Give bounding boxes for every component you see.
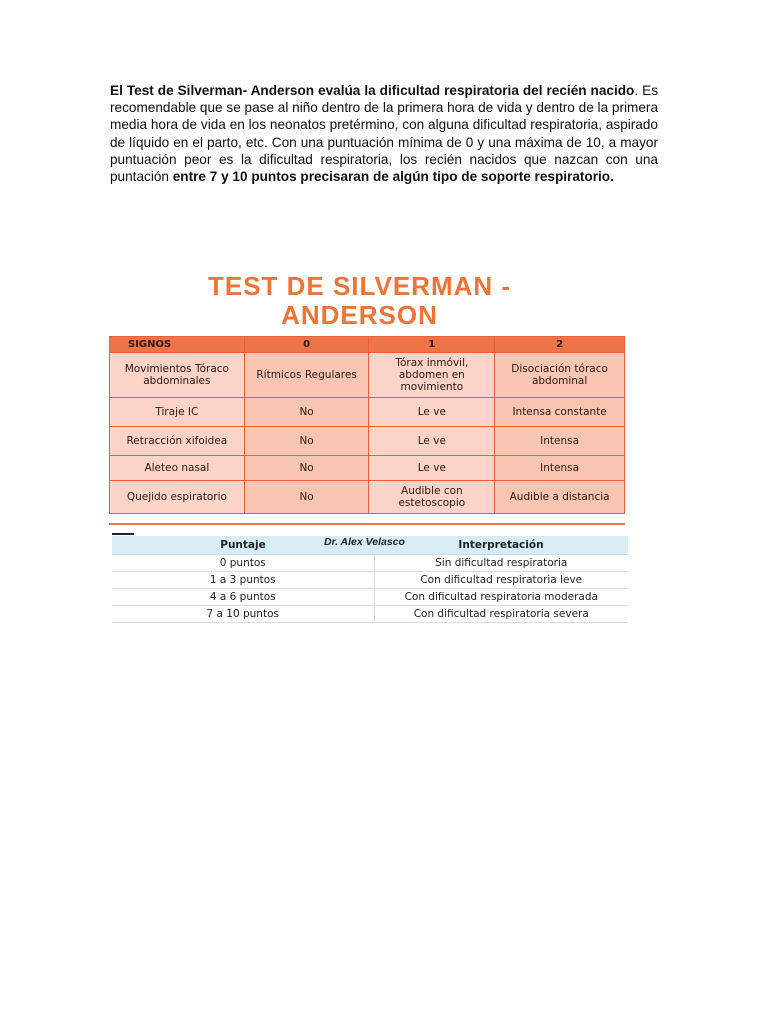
interpretation-cell: 0 puntos bbox=[112, 555, 374, 572]
silverman-cell: Intensa bbox=[495, 456, 625, 481]
silverman-title bbox=[93, 272, 626, 330]
interpretation-row bbox=[112, 572, 628, 589]
silverman-row bbox=[110, 481, 625, 514]
silverman-cell: No bbox=[244, 398, 369, 427]
silverman-cell: Rítmicos Regulares bbox=[244, 353, 369, 398]
silverman-title-line2: ANDERSON bbox=[281, 300, 438, 330]
figure-edge-mark bbox=[112, 533, 134, 535]
silverman-cell: Intensa bbox=[495, 427, 625, 456]
silverman-cell: Disociación tóraco abdominal bbox=[495, 353, 625, 398]
interpretation-cell: 7 a 10 puntos bbox=[112, 606, 374, 623]
interpretation-cell: Sin dificultad respiratoria bbox=[374, 555, 628, 572]
interpretation-cell: 1 a 3 puntos bbox=[112, 572, 374, 589]
intro-bold-lead: El Test de Silverman- Anderson evalúa la dificultad respiratoria del recién nacido bbox=[110, 83, 635, 98]
silverman-cell: No bbox=[244, 456, 369, 481]
silverman-header-2: 2 bbox=[495, 337, 625, 353]
silverman-row bbox=[110, 353, 625, 398]
interpretation-header-puntaje: Puntaje bbox=[112, 536, 374, 555]
interpretation-row bbox=[112, 606, 628, 623]
silverman-header-row bbox=[110, 337, 625, 353]
silverman-cell: Movimientos Tóraco abdominales bbox=[110, 353, 245, 398]
silverman-cell: Aleteo nasal bbox=[110, 456, 245, 481]
silverman-cell: Audible a distancia bbox=[495, 481, 625, 514]
interpretation-cell: Con dificultad respiratoria severa bbox=[374, 606, 628, 623]
silverman-test-figure bbox=[109, 272, 626, 524]
author-credit: Dr. Alex Velasco bbox=[324, 536, 405, 548]
intro-bold-conclusion: entre 7 y 10 puntos precisaran de algún tipo de soporte respiratorio. bbox=[172, 169, 614, 185]
silverman-header-1: 1 bbox=[369, 337, 495, 353]
silverman-cell: Tórax inmóvil, abdomen en movimiento bbox=[369, 353, 495, 398]
silverman-cell: Audible con estetoscopio bbox=[369, 481, 495, 514]
silverman-cell: Le ve bbox=[369, 398, 495, 427]
silverman-row bbox=[110, 427, 625, 456]
interpretation-row bbox=[112, 555, 628, 572]
interpretation-cell: Con dificultad respiratoria leve bbox=[374, 572, 628, 589]
silverman-cell: Le ve bbox=[369, 456, 495, 481]
interpretation-cell: 4 a 6 puntos bbox=[112, 589, 374, 606]
silverman-cell: Intensa constante bbox=[495, 398, 625, 427]
interpretation-header-interpretacion: Interpretación bbox=[374, 536, 628, 555]
silverman-cell: Le ve bbox=[369, 427, 495, 456]
interpretation-cell: Con dificultad respiratoria moderada bbox=[374, 589, 628, 606]
silverman-cell: Tiraje IC bbox=[110, 398, 245, 427]
intro-paragraph bbox=[110, 82, 658, 185]
interpretation-table bbox=[112, 536, 628, 623]
figure-bottom-rule bbox=[109, 523, 625, 525]
silverman-cell: Quejido espiratorio bbox=[110, 481, 245, 514]
silverman-row bbox=[110, 456, 625, 481]
silverman-header-0: 0 bbox=[244, 337, 369, 353]
intro-body-text: . Es recomendable que se pase al niño dentro de la primera hora de vida y dentro de la primera media hora de vida en los neonatos pretérmino, con alguna dificultad respiratoria, aspirado de líquido en el parto, etc. Con una puntuación mínima de 0 y una máxima de 10, a mayor puntuación peor es la dificultad respiratoria, los recién nacidos que nazcan con una puntación bbox=[110, 83, 659, 185]
silverman-row bbox=[110, 398, 625, 427]
silverman-cell: Retracción xifoidea bbox=[110, 427, 245, 456]
silverman-table bbox=[109, 336, 625, 514]
interpretation-row bbox=[112, 589, 628, 606]
silverman-title-line1: TEST DE SILVERMAN - bbox=[207, 271, 512, 301]
silverman-header-signos: SIGNOS bbox=[110, 337, 245, 353]
silverman-cell: No bbox=[244, 481, 369, 514]
silverman-cell: No bbox=[244, 427, 369, 456]
